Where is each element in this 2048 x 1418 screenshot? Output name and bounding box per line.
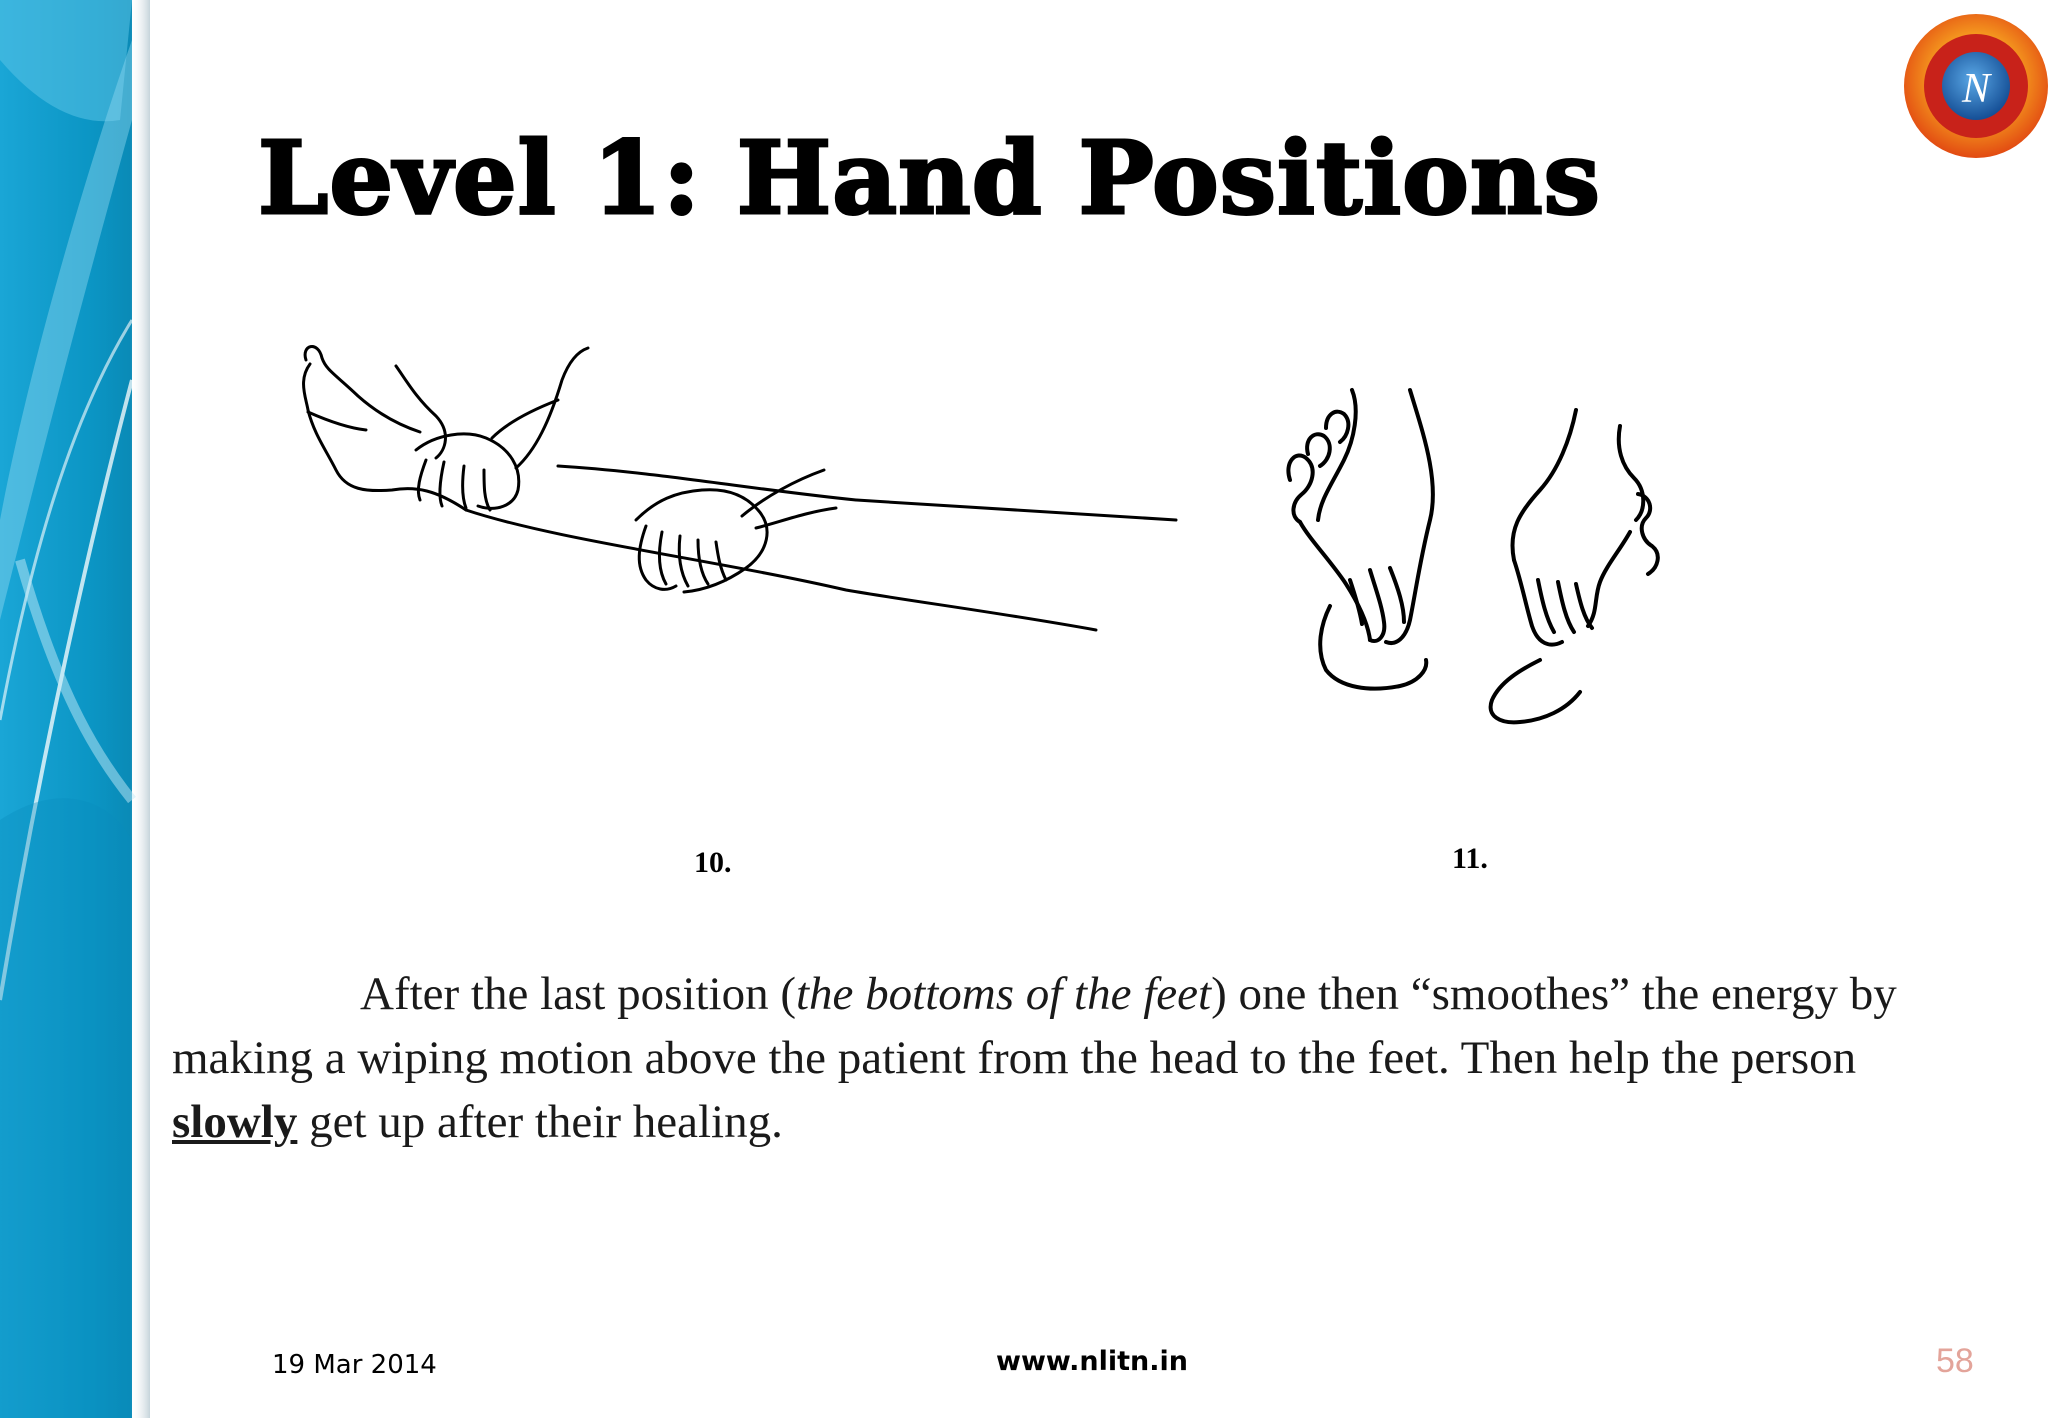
footer-url: www.nlitn.in <box>996 1346 1188 1377</box>
body-text-emphasis: the bottoms of the feet <box>795 968 1212 1020</box>
figure-number-10: 10. <box>694 846 732 879</box>
body-text-tail: get up after their healing. <box>297 1096 783 1148</box>
body-text-strong: slowly <box>172 1096 298 1148</box>
figure-number-11: 11. <box>1452 842 1488 875</box>
nlitn-logo <box>1896 6 2048 164</box>
body-text-middle: ) one then “smoothes” the energy by making a wiping motion above the patient from the head to the feet. Then help the person <box>172 968 1897 1084</box>
body-paragraph <box>172 962 1952 1154</box>
hands-on-feet-drawing <box>1270 370 1710 730</box>
slide-title: Level 1: Hand Positions <box>258 119 1601 237</box>
page-number: 58 <box>1936 1342 1974 1380</box>
svg-text:N: N <box>1961 66 1991 112</box>
hands-on-lower-leg-drawing <box>296 340 1186 700</box>
decorative-side-band <box>0 0 150 1418</box>
body-text-start: After the last position ( <box>360 968 796 1020</box>
footer-date: 19 Mar 2014 <box>272 1350 437 1380</box>
